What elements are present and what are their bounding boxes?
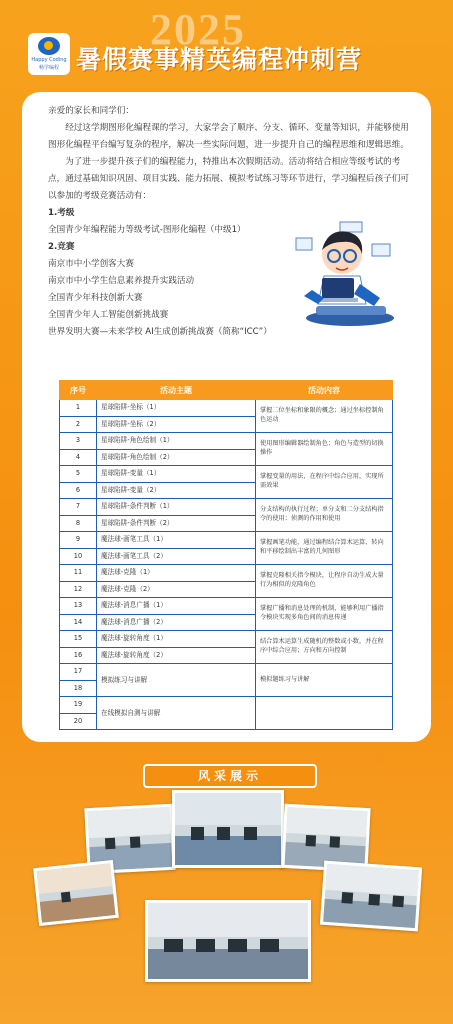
cell-num: 14 <box>60 614 97 631</box>
cell-num: 1 <box>60 400 97 417</box>
cell-content: 掌握变量的用法，在程序中综合应用，实现所需效果 <box>256 466 393 499</box>
cell-topic: 魔法球-画笔工具（1） <box>97 532 256 549</box>
activity-schedule-table <box>59 380 393 730</box>
cell-num: 20 <box>60 713 97 730</box>
table-row <box>60 631 393 648</box>
table-row <box>60 433 393 450</box>
cell-content: 掌握广播和消息处理的机制，能够利用广播指令模块实现多角色间的消息传递 <box>256 598 393 631</box>
cell-topic: 魔法球-克隆（1） <box>97 565 256 582</box>
table-row <box>60 400 393 417</box>
classroom-photo <box>172 790 284 868</box>
table-header-row <box>60 381 393 400</box>
cell-topic: 魔法球-消息广播（2） <box>97 614 256 631</box>
cell-num: 7 <box>60 499 97 516</box>
cell-num: 17 <box>60 664 97 681</box>
cell-topic: 模拟练习与讲解 <box>97 664 256 697</box>
cell-topic: 魔法球-旋转角度（2） <box>97 647 256 664</box>
section-exam-title: 1.考级 <box>48 208 75 218</box>
header-content: 活动内容 <box>256 381 393 400</box>
logo-text-cn: 畅学编程 <box>38 65 59 71</box>
background-year: 2025 <box>150 5 246 54</box>
header-topic: 活动主题 <box>97 381 256 400</box>
gallery-title-banner: 风采展示 <box>143 764 317 788</box>
cell-topic: 魔法球-旋转角度（1） <box>97 631 256 648</box>
header-num: 序号 <box>60 381 97 400</box>
cell-content: 掌握克隆相关指令模块，让程序自动生成大量行为相似的克隆角色 <box>256 565 393 598</box>
cell-topic: 星球陷阱-条件判断（1） <box>97 499 256 516</box>
contest-item: 南京市中小学创客大赛 <box>48 259 134 269</box>
cell-num: 9 <box>60 532 97 549</box>
cell-topic: 在线模拟自测与讲解 <box>97 697 256 730</box>
cell-num: 12 <box>60 581 97 598</box>
contest-item: 全国青少年科技创新大赛 <box>48 293 143 303</box>
cell-num: 15 <box>60 631 97 648</box>
intro-paragraph-1: 经过这学期图形化编程课的学习，大家学会了顺序、分支、循环、变量等知识，并能够使用图形化编程平台编写复杂的程序，解决一些实际问题，进一步提升自己的编程思维和逻辑思维。 <box>48 123 409 150</box>
classroom-photo <box>33 860 119 926</box>
cell-num: 6 <box>60 482 97 499</box>
cell-content: 掌握二位坐标和象限的概念；通过坐标控制角色运动 <box>256 400 393 433</box>
cell-num: 19 <box>60 697 97 714</box>
cell-num: 2 <box>60 416 97 433</box>
cell-topic: 魔法球-克隆（2） <box>97 581 256 598</box>
intro-paragraph-2: 为了进一步提升孩子们的编程能力，特推出本次假期活动。活动将结合相应等级考试的考点，通过基础知识巩固、项目实践、能力拓展、模拟考试练习等环节进行，学习编程后孩子们可以参加的考级竞赛活动有： <box>48 157 409 201</box>
classroom-photo <box>145 900 311 982</box>
logo-text-en: Happy Coding <box>31 57 67 63</box>
classroom-photo <box>320 861 422 932</box>
table-row <box>60 697 393 714</box>
cell-num: 8 <box>60 515 97 532</box>
greeting: 亲爱的家长和同学们： <box>48 106 134 116</box>
cell-num: 10 <box>60 548 97 565</box>
contest-item: 全国青少年人工智能创新挑战赛 <box>48 310 169 320</box>
contest-item: 世界发明大赛—未来学校 AI生成创新挑战赛（简称“ICC”） <box>48 327 272 337</box>
table-row <box>60 664 393 681</box>
table-row <box>60 466 393 483</box>
logo-icon <box>38 37 60 55</box>
brand-logo <box>28 33 70 75</box>
cell-topic: 星球陷阱-角色绘制（2） <box>97 449 256 466</box>
table-row <box>60 532 393 549</box>
cell-topic: 星球陷阱-条件判断（2） <box>97 515 256 532</box>
cell-topic: 魔法球-消息广播（1） <box>97 598 256 615</box>
cell-content: 使用图形编辑器绘制角色；角色与造型的切换操作 <box>256 433 393 466</box>
contest-item: 南京市中小学生信息素养提升实践活动 <box>48 276 195 286</box>
cell-num: 11 <box>60 565 97 582</box>
cell-content: 分支结构的执行过程；单分支和二分支结构指令的使用；侦测的作用和使用 <box>256 499 393 532</box>
table-row <box>60 598 393 615</box>
cell-num: 13 <box>60 598 97 615</box>
cell-topic: 星球陷阱-角色绘制（1） <box>97 433 256 450</box>
page-title: 暑假赛事精英编程冲刺营 <box>76 45 363 74</box>
cell-content: 结合算术运算生成随机的整数或小数，并在程序中综合应用；方向和方向控制 <box>256 631 393 664</box>
section-contest-title: 2.竞赛 <box>48 242 75 252</box>
cell-content <box>256 697 393 730</box>
cell-num: 18 <box>60 680 97 697</box>
cell-num: 16 <box>60 647 97 664</box>
cell-num: 4 <box>60 449 97 466</box>
kid-with-laptop-illustration <box>288 214 398 332</box>
exam-item: 全国青少年编程能力等级考试-图形化编程（中级1） <box>48 225 246 235</box>
table-row <box>60 565 393 582</box>
cell-num: 5 <box>60 466 97 483</box>
cell-num: 3 <box>60 433 97 450</box>
cell-topic: 星球陷阱-变量（2） <box>97 482 256 499</box>
cell-content: 模拟题练习与讲解 <box>256 664 393 697</box>
cell-topic: 魔法球-画笔工具（2） <box>97 548 256 565</box>
cell-topic: 星球陷阱-坐标（1） <box>97 400 256 417</box>
table-row <box>60 499 393 516</box>
cell-topic: 星球陷阱-变量（1） <box>97 466 256 483</box>
cell-content: 掌握画笔功能，通过编程结合算术运算、转向和平移绘制出丰富的几何图形 <box>256 532 393 565</box>
cell-topic: 星球陷阱-坐标（2） <box>97 416 256 433</box>
